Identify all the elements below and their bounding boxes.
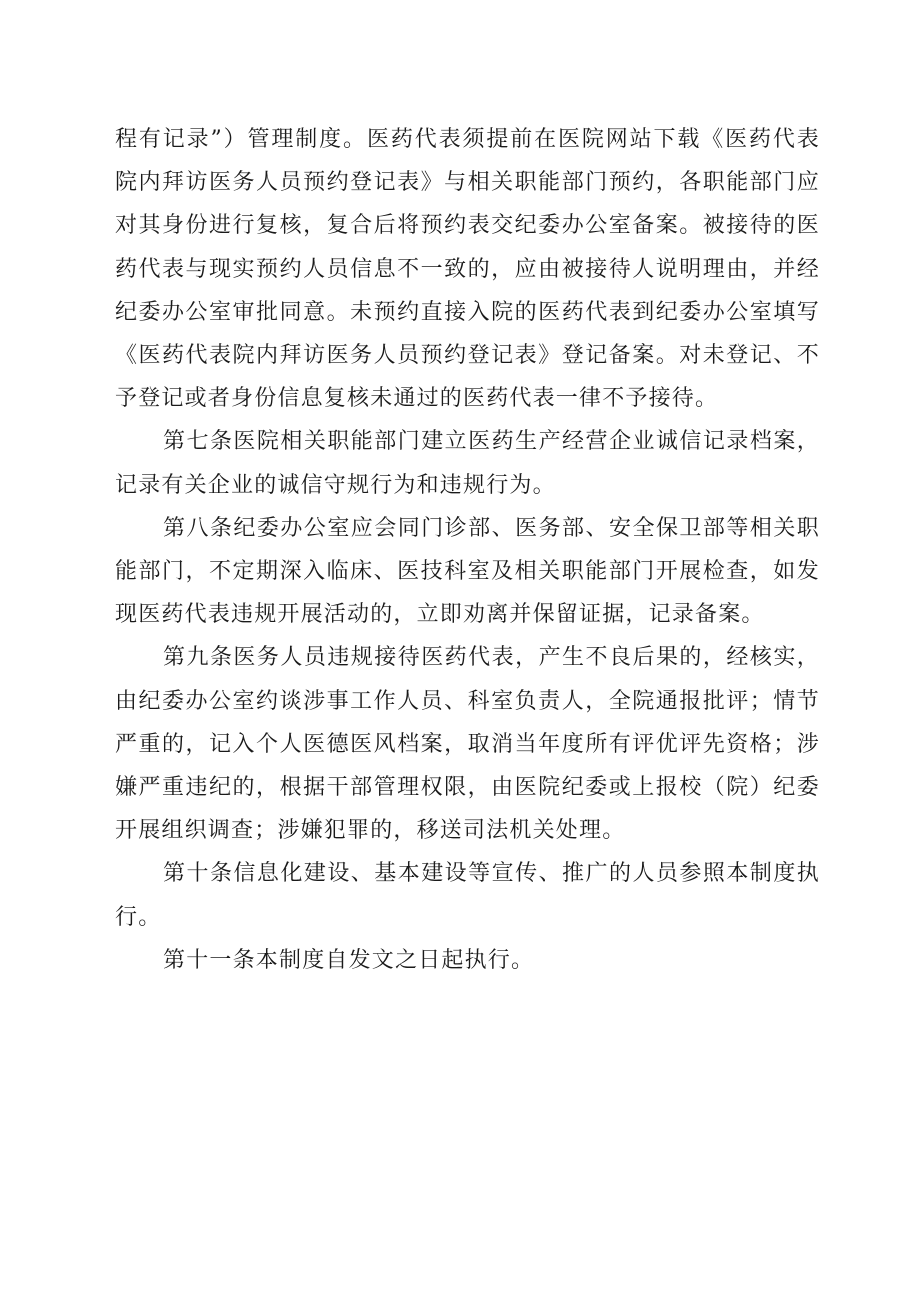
paragraph-article-11: 第十一条本制度自发文之日起执行。 — [163, 947, 535, 973]
paragraph-article-10: 第十条信息化建设、基本建设等宣传、推广的人员参照本制度执行。 — [115, 861, 820, 930]
paragraph-article-7: 第七条医院相关职能部门建立医药生产经营企业诚信记录档案，记录有关企业的诚信守规行为和违规行为。 — [115, 429, 820, 498]
paragraph-article-8: 第八条纪委办公室应会同门诊部、医务部、安全保卫部等相关职能部门，不定期深入临床、医技科室及相关职能部门开展检查，如发现医药代表违规开展活动的，立即劝离并保留证据，记录备案。 — [115, 515, 820, 628]
paragraph-article-9: 第九条医务人员违规接待医药代表，产生不良后果的，经核实，由纪委办公室约谈涉事工作人员、科室负责人，全院通报批评；情节严重的，记入个人医德医风档案，取消当年度所有评优评先资格；涉嫌严重违纪的，根据干部管理权限，由医院纪委或上报校（院）纪委开展组织调查；涉嫌犯罪的，移送司法机关处理。 — [115, 645, 820, 844]
document-body — [115, 118, 820, 982]
paragraph-continued-management-rules: 程有记录”）管理制度。医药代表须提前在医院网站下载《医药代表院内拜访医务人员预约登记表》与相关职能部门预约，各职能部门应对其身份进行复核，复合后将预约表交纪委办公室备案。被接待的医药代表与现实预约人员信息不一致的，应由被接待人说明理由，并经纪委办公室审批同意。未预约直接入院的医药代表到纪委办公室填写《医药代表院内拜访医务人员预约登记表》登记备案。对未登记、不予登记或者身份信息复核未通过的医药代表一律不予接待。 — [115, 127, 820, 412]
